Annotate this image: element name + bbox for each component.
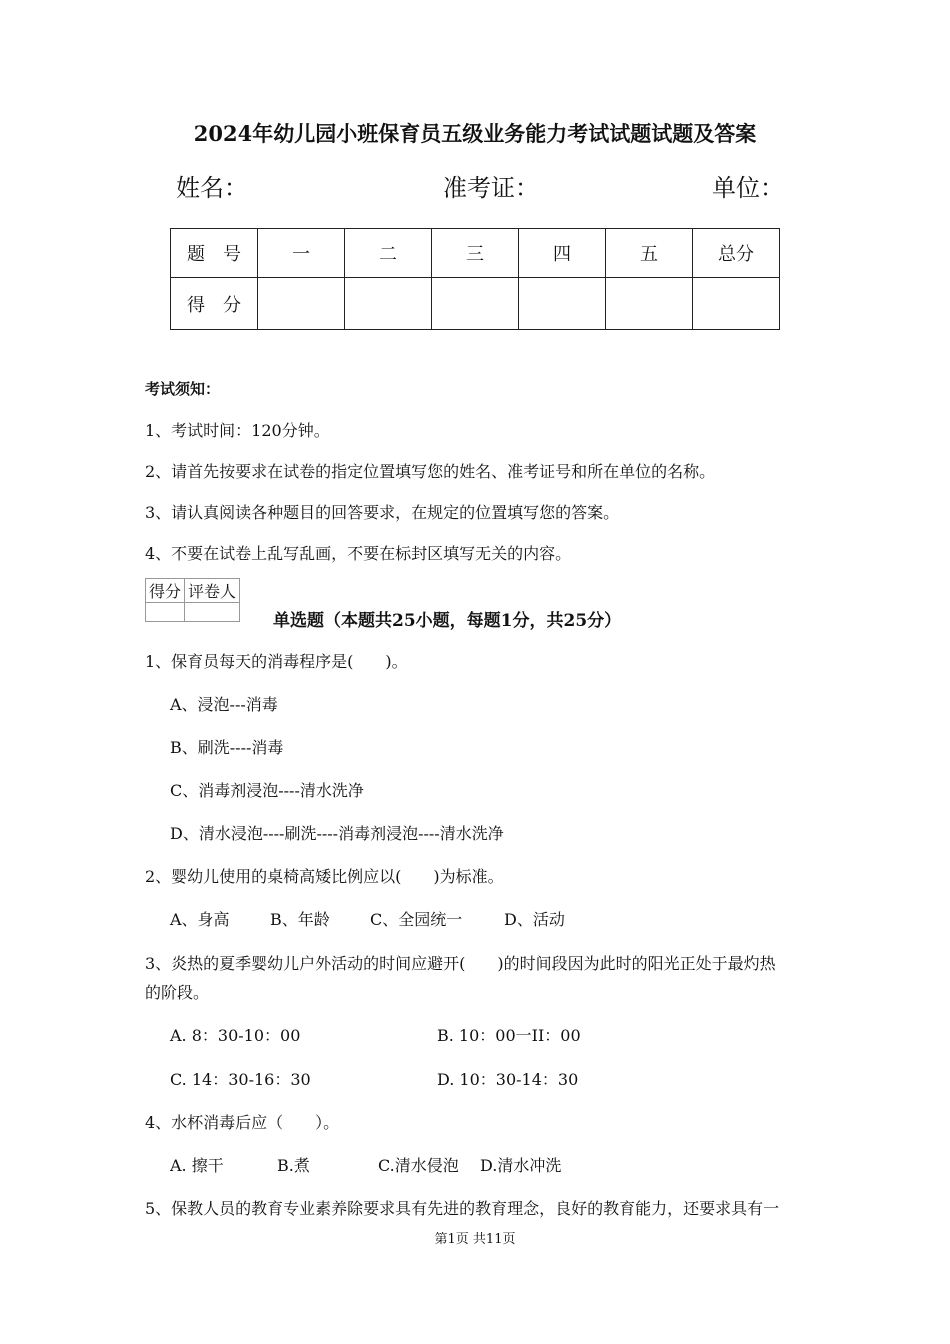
grader-reviewer-label: 评卷人 — [185, 579, 240, 603]
q1-option-d: D、清水浸泡----刷洗----消毒剂浸泡----清水洗净 — [170, 824, 504, 843]
score-table-cell: 题 号 — [171, 229, 258, 278]
q3-option-c: C. 14：30-16：30 — [170, 1070, 311, 1089]
notice-item: 3、请认真阅读各种题目的回答要求，在规定的位置填写您的答案。 — [145, 503, 620, 522]
q3-option-d: D. 10：30-14：30 — [437, 1070, 579, 1089]
score-table-cell: 得 分 — [171, 278, 258, 330]
q3-option-b: B. 10：00一II：00 — [437, 1026, 581, 1045]
score-input-cell[interactable] — [606, 278, 693, 330]
score-table-cell: 三 — [432, 229, 519, 278]
score-table — [170, 228, 780, 330]
section-title: 单选题（本题共25小题，每题1分，共25分） — [273, 611, 622, 631]
page-footer: 第1页 共11页 — [434, 1232, 516, 1247]
score-table-cell: 五 — [606, 229, 693, 278]
name-field-label: 姓名： — [176, 174, 248, 202]
score-input-cell[interactable] — [432, 278, 519, 330]
notice-item: 2、请首先按要求在试卷的指定位置填写您的姓名、准考证号和所在单位的名称。 — [145, 462, 716, 481]
q3-option-a: A. 8：30-10：00 — [170, 1026, 301, 1045]
grader-box — [145, 578, 240, 622]
score-table-score-row — [171, 278, 780, 330]
question-3-line-1: 3、炎热的夏季婴幼儿户外活动的时间应避开( )的时间段因为此时的阳光正处于最灼热 — [145, 954, 776, 973]
notice-item: 4、不要在试卷上乱写乱画，不要在标封区填写无关的内容。 — [145, 544, 572, 563]
q2-option-b: B、年龄 — [270, 910, 330, 929]
score-input-cell[interactable] — [693, 278, 780, 330]
grader-reviewer-cell[interactable] — [185, 603, 240, 622]
notice-heading: 考试须知： — [145, 380, 221, 398]
score-table-cell: 二 — [345, 229, 432, 278]
q4-option-b: B.煮 — [277, 1156, 310, 1175]
score-table-cell: 四 — [519, 229, 606, 278]
question-2: 2、婴幼儿使用的桌椅高矮比例应以( )为标准。 — [145, 867, 504, 886]
question-4: 4、水杯消毒后应（ ）。 — [145, 1113, 340, 1132]
score-table-header-row — [171, 229, 780, 278]
q4-option-c: C.清水侵泡 — [378, 1156, 459, 1175]
q1-option-a: A、浸泡---消毒 — [170, 695, 278, 714]
question-1: 1、保育员每天的消毒程序是( )。 — [145, 652, 408, 671]
score-table-cell: 总分 — [693, 229, 780, 278]
score-table-cell: 一 — [258, 229, 345, 278]
q4-option-d: D.清水冲洗 — [480, 1156, 562, 1175]
q1-option-c: C、消毒剂浸泡----清水洗净 — [170, 781, 364, 800]
q1-option-b: B、刷洗----消毒 — [170, 738, 284, 757]
grader-score-cell[interactable] — [146, 603, 185, 622]
q4-option-a: A. 擦干 — [170, 1156, 224, 1175]
q2-option-a: A、身高 — [170, 910, 230, 929]
score-input-cell[interactable] — [519, 278, 606, 330]
q2-option-c: C、全园统一 — [370, 910, 463, 929]
document-title: 2024年幼儿园小班保育员五级业务能力考试试题试题及答案 — [193, 121, 757, 146]
score-input-cell[interactable] — [258, 278, 345, 330]
grader-score-label: 得分 — [146, 579, 185, 603]
unit-field-label: 单位： — [712, 174, 784, 202]
notice-item: 1、考试时间：120分钟。 — [145, 421, 330, 440]
score-input-cell[interactable] — [345, 278, 432, 330]
question-3-line-2: 的阶段。 — [145, 983, 210, 1002]
q2-option-d: D、活动 — [504, 910, 565, 929]
question-5: 5、保教人员的教育专业素养除要求具有先进的教育理念，良好的教育能力，还要求具有一 — [145, 1199, 780, 1218]
exam-number-field-label: 准考证： — [443, 174, 539, 202]
